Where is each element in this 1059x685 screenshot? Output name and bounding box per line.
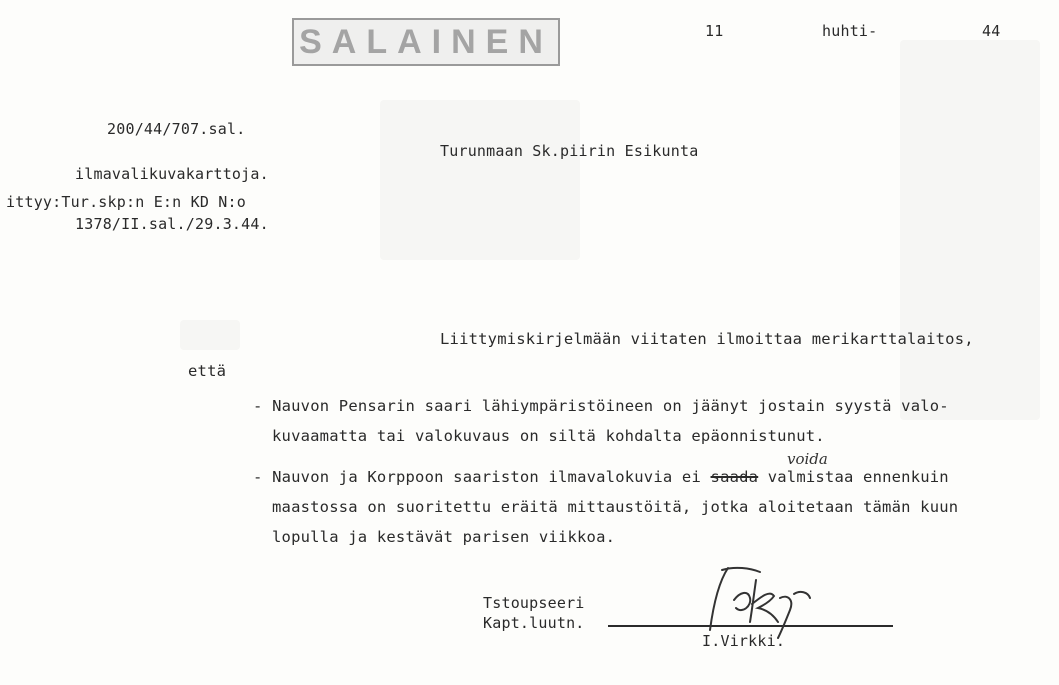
body-etta: että — [188, 362, 227, 380]
subject-line: ilmavalikuvakarttoja. — [75, 165, 269, 183]
bleed-through-mark — [900, 40, 1040, 420]
item-1-line-2: kuvaamatta tai valokuvaus on siltä kohdalta epäonnistunut. — [272, 427, 825, 445]
signer-rank-2: Kapt.luutn. — [483, 614, 585, 632]
bleed-through-mark — [180, 320, 240, 350]
reference-number: 200/44/707.sal. — [107, 120, 246, 138]
date-month: huhti- — [822, 22, 878, 40]
reference-line-1: ittyy:Tur.skp:n E:n KD N:o — [6, 193, 246, 211]
bleed-through-mark — [380, 100, 580, 260]
recipient: Turunmaan Sk.piirin Esikunta — [440, 142, 699, 160]
classification-stamp — [292, 18, 560, 66]
item-2-line-2: maastossa on suoritettu eräitä mittaustöitä, jotka aloitetaan tämän kuun — [272, 498, 959, 516]
date-day: 11 — [705, 22, 724, 40]
reference-line-2: 1378/II.sal./29.3.44. — [75, 215, 269, 233]
signer-name: I.Virkki. — [702, 632, 786, 650]
handwritten-correction: voida — [787, 450, 828, 468]
item-2-suffix: valmistaa ennenkuin — [758, 468, 949, 486]
body-intro: Liittymiskirjelmään viitaten ilmoittaa merikarttalaitos, — [440, 330, 974, 348]
date-year: 44 — [982, 22, 1001, 40]
item-1-line-1: - Nauvon Pensarin saari lähiympäristöineen on jäänyt jostain syystä valo- — [253, 397, 949, 415]
struck-word: saada — [710, 468, 759, 486]
handwritten-signature — [690, 560, 840, 640]
item-2-line-3: lopulla ja kestävät parisen viikkoa. — [272, 528, 616, 546]
stamp-text: SALAINEN — [299, 22, 553, 61]
signer-rank-1: Tstoupseeri — [483, 594, 585, 612]
item-2-prefix: - Nauvon ja Korppoon saariston ilmavalokuvia ei — [253, 468, 711, 486]
item-2-line-1 — [253, 468, 949, 486]
